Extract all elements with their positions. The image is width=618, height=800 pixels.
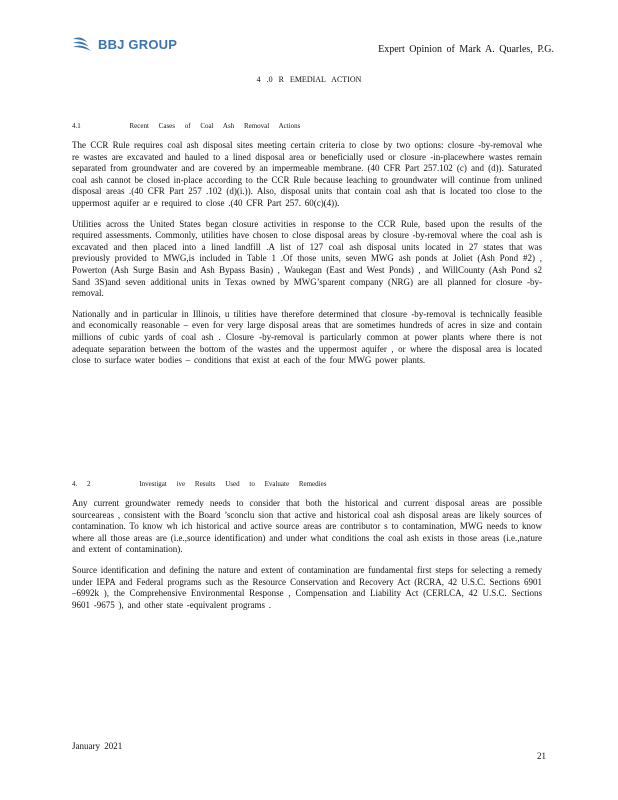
- paragraph: The CCR Rule requires coal ash disposal sites meeting certain criteria to close by two options: closure -by-removal whe re wastes are excavated and hauled to a lined disposal area or beneficially used or closure -in-placewhere wastes remain separated from groundwater and are covered by an impermeable membrane. (40 CFR Part 257.102 (c) and (d)). Saturated coal ash cannot be closed in-place according to the CCR Rule because leaching to groundwater will continue from unlined disposal areas .(40 CFR Part 257 .102 (d)(i.)). Also, disposal units that contain coal ash that is located too close to the uppermost aquifer ar e required to close .(40 CFR Part 257. 60(c)(4)).: [72, 140, 542, 208]
- subsection-number: 4.1: [72, 122, 81, 130]
- page-number: 21: [537, 751, 546, 761]
- company-logo: [72, 36, 177, 52]
- paragraph: Source identification and defining the nature and extent of contamination are fundamental first steps for selecting a remedy under IEPA and Federal programs such as the Resource Conservation and Recovery Act (RCRA, 42 U.S.C. Sections 6901 –6992k ), the Comprehensive Environmental Response , Compensation and Liability Act (CERLCA, 42 U.S.C. Sections 9601 -9675 ), and other state -equivalent programs .: [72, 564, 542, 610]
- subsection-heading-4-2: [72, 480, 542, 488]
- bbj-swoosh-icon: [72, 36, 94, 52]
- paragraph: Any current groundwater remedy needs to consider that both the historical and current disposal areas are possible sourceareas , consistent with the Board ’sconclu sion that active and historical coal ash disposal areas are likely sources of contamination. To know wh ich historical and active source areas are contributor s to contamination, MWG needs to know where all those areas are (i.e.,source identification) and under what conditions the coal ash exists in those areas (i.e.,nature and extent of contamination).: [72, 498, 542, 555]
- document-header-title: Expert Opinion of Mark A. Quarles, P.G.: [378, 44, 554, 55]
- subsection-title: Recent Cases of Coal Ash Removal Actions: [129, 122, 301, 130]
- section-4-1: [72, 122, 542, 367]
- footer-date: January 2021: [72, 741, 123, 751]
- logo-text: BBJ GROUP: [98, 36, 178, 52]
- section-4-2: [72, 480, 542, 611]
- subsection-number: 4. 2: [72, 480, 91, 488]
- section-heading: 4 .0 R EMEDIAL ACTION: [256, 75, 362, 84]
- subsection-title: Investigat ive Results Used to Evaluate Remedies: [139, 480, 327, 488]
- paragraph: Utilities across the United States began closure activities in response to the CCR Rule, based upon the results of the required assessments. Commonly, utilities have chosen to close disposal areas by closure -by-removal where the coal ash is excavated and then placed into a lined landfill .A list of 127 coal ash disposal units located in 27 states that was previously provided to MWG,is included in Table 1 .Of those units, seven MWG ash ponds at Joliet (Ash Pond #2) , Powerton (Ash Surge Basin and Ash Bypass Basin) , Waukegan (East and West Ponds) , and WillCounty (Ash Pond s2 Sand 3S)and seven additional units in Texas owned by MWG’sparent company (NRG) are all planned for closure -by-removal.: [72, 218, 542, 299]
- subsection-heading-4-1: [72, 122, 542, 130]
- paragraph: Nationally and in particular in Illinois, u tilities have therefore determined that closure -by-removal is technically feasible and economically reasonable – even for very large disposal areas that are sometimes hundreds of acres in size and contain millions of cubic yards of coal ash . Closure -by-removal is particularly common at power plants where there is not adequate separation between the bottom of the wastes and the uppermost aquifer , or where the disposal area is located close to surface water bodies – conditions that exist at each of the four MWG power plants.: [72, 308, 542, 366]
